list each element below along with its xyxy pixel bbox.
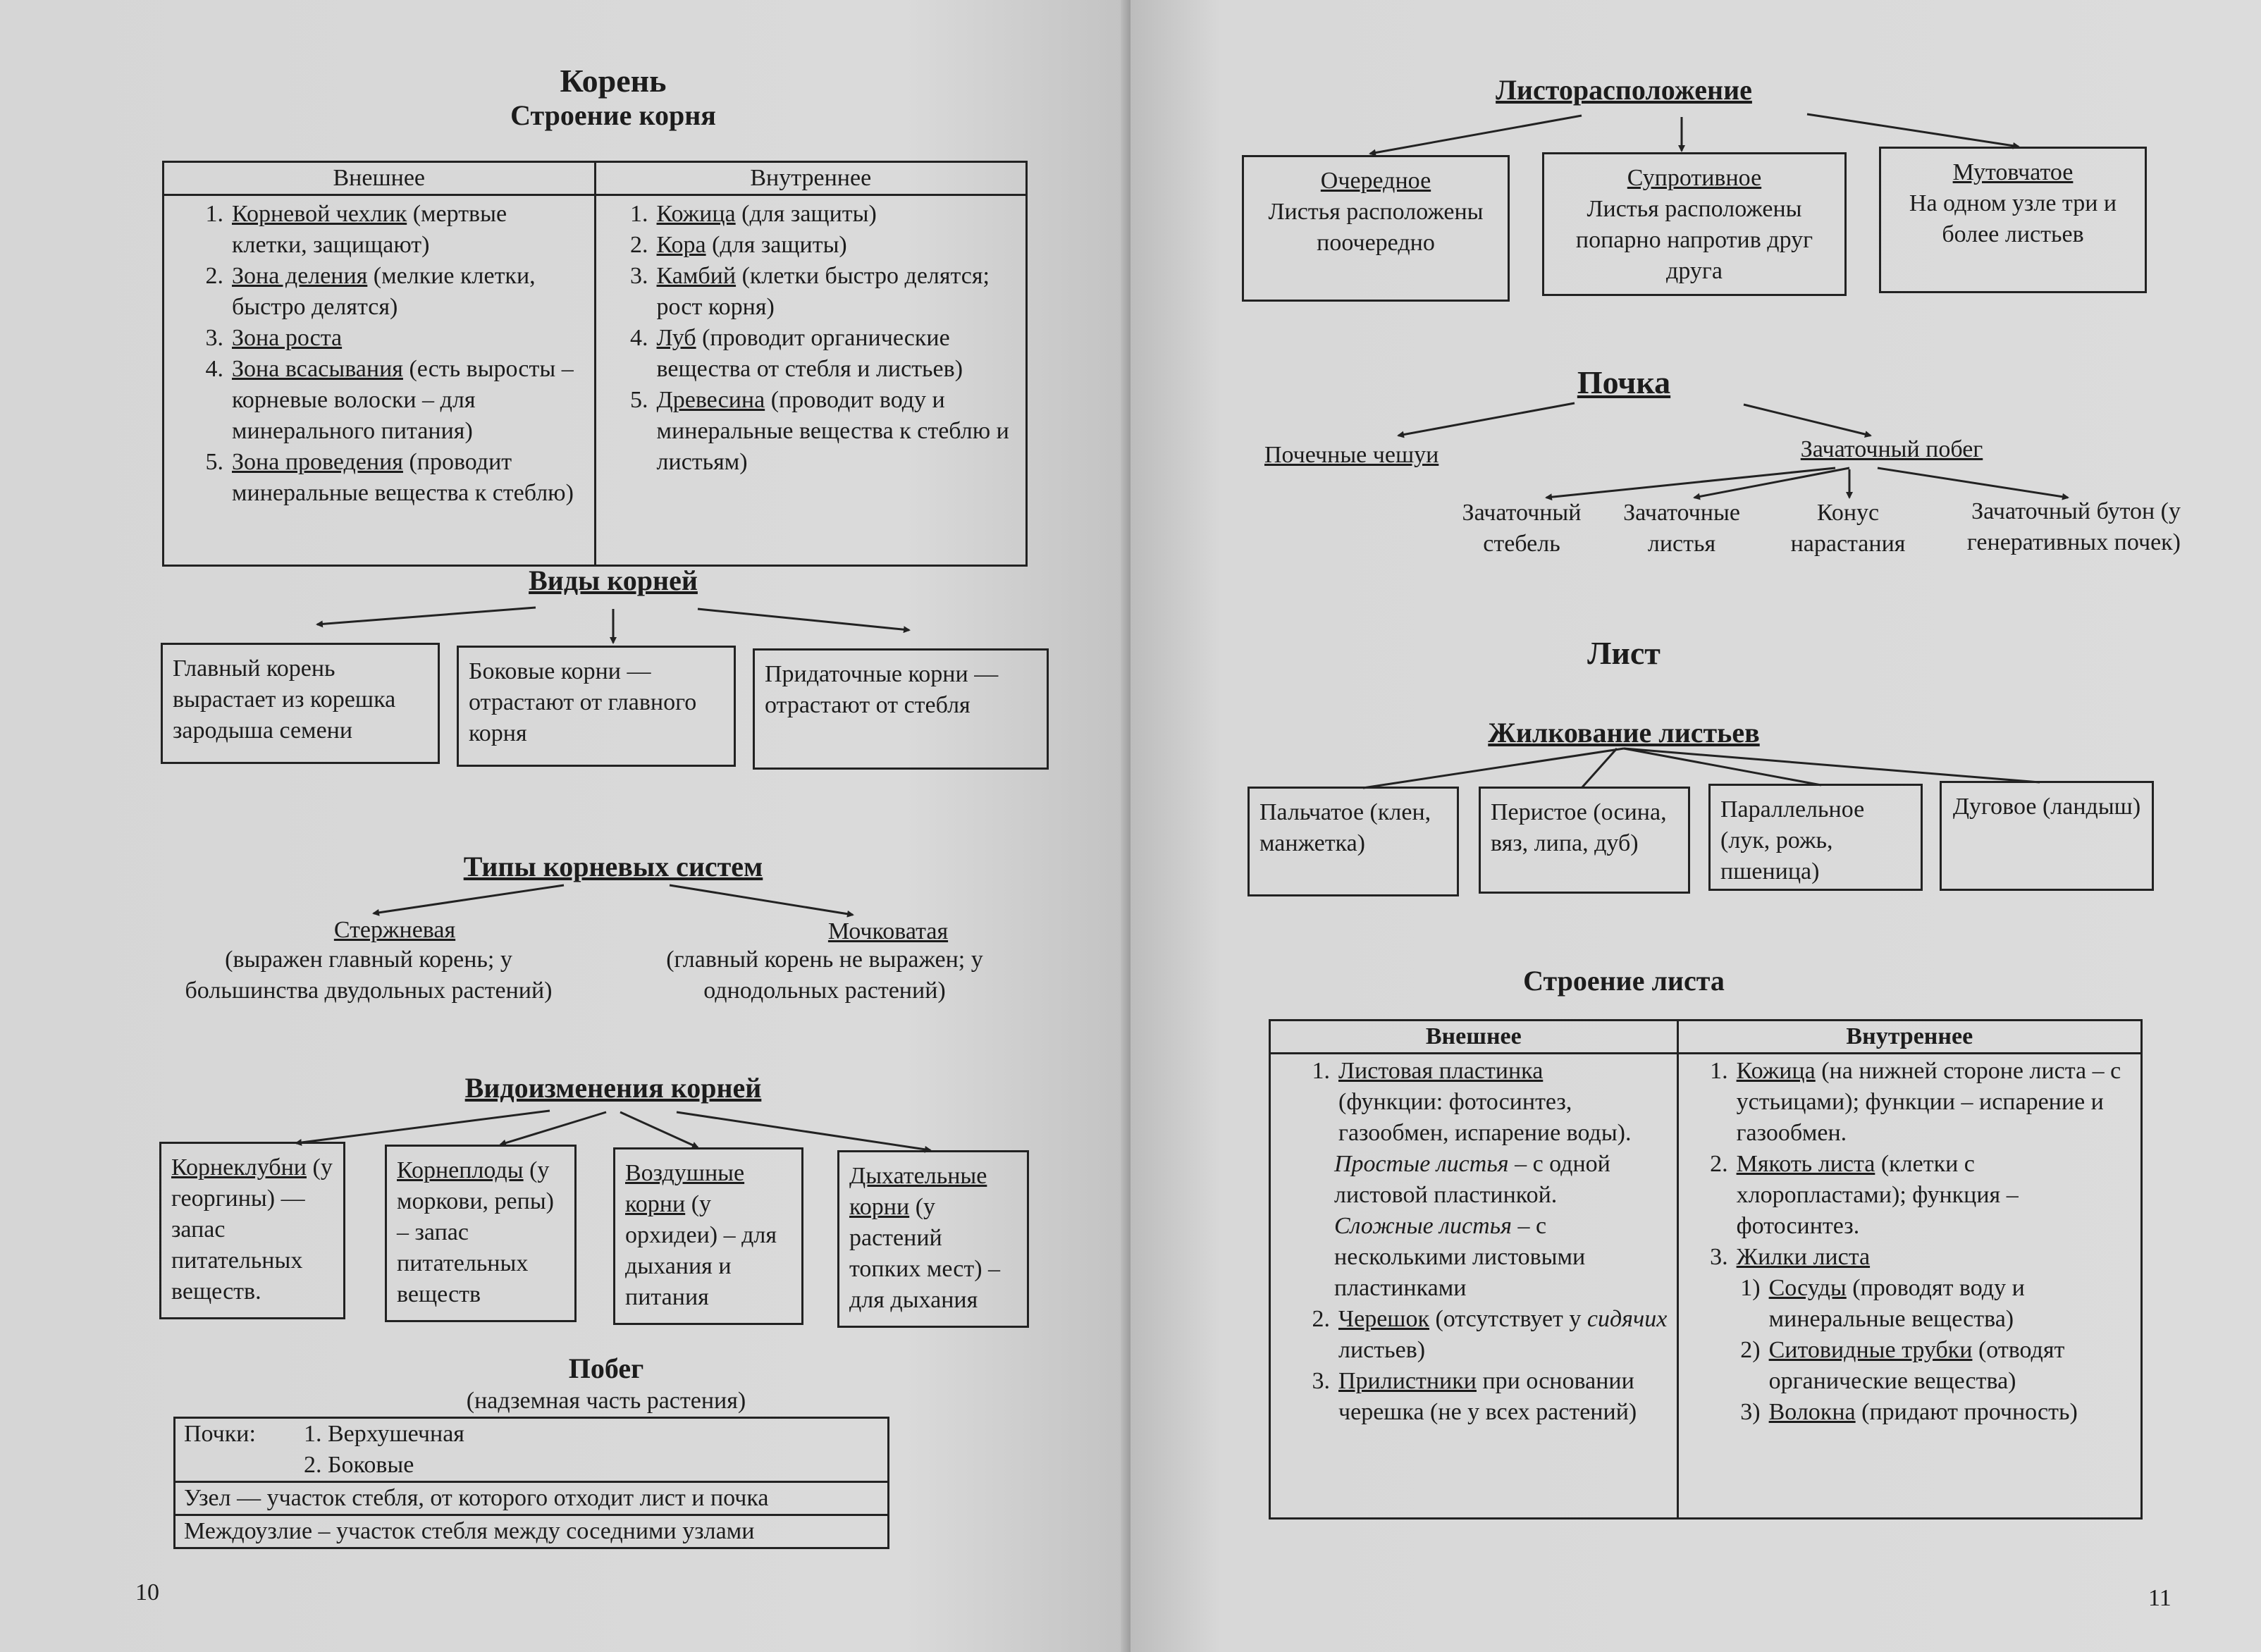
bud-scales: Почечные чешуи	[1264, 442, 1439, 468]
breathing-root-box: Дыхательные корни (у растений топких мест) – для дыхания	[837, 1150, 1029, 1328]
arcuate-box: Дуговое (ландыш)	[1940, 781, 2154, 891]
arrow	[620, 1112, 698, 1147]
left-arrows	[0, 0, 1130, 1652]
column-header-internal: Внутреннее	[1677, 1021, 2141, 1054]
embryonic-shoot: Зачаточный побег	[1800, 436, 1983, 462]
arrow	[1546, 468, 1835, 498]
list-item: 3) Волокна (придают прочность)	[1740, 1399, 2078, 1425]
arrow	[317, 608, 536, 624]
phyllotaxy-heading: Листорасположение	[1496, 74, 1752, 106]
node-row: Узел — участок стебля, от которого отходит лист и почка	[175, 1482, 889, 1515]
embryonic-flower-bud: Зачаточный бутон (у генеративных почек)	[1966, 498, 2181, 555]
arrow	[677, 1112, 930, 1150]
right-arrows	[1130, 0, 2261, 1652]
root-systems-heading: Типы корневых систем	[463, 851, 763, 882]
palmate-box: Пальчатое (клен, манжетка)	[1247, 787, 1459, 896]
column-header-internal: Внутреннее	[595, 162, 1026, 195]
column-header-external: Внешнее	[1270, 1021, 1678, 1054]
list-item: 5. Зона проведения (проводит минеральные вещества к стеблю)	[205, 449, 574, 506]
arrow	[1398, 403, 1575, 436]
connector	[1624, 748, 1821, 785]
shoot-subheading: (надземная часть растения)	[466, 1388, 746, 1414]
fibrous-root-description: (главный корень не выражен; у однодольных растений)	[666, 947, 983, 1004]
main-root-box: Главный корень вырастает из корешка зародыша семени	[161, 643, 440, 764]
leaf-structure-heading: Строение листа	[1523, 965, 1725, 997]
tuberous-root-box: Корнеклубни (у георгины) — запас питательных веществ.	[159, 1142, 345, 1319]
list-item: 2. Черешок (отсутствует у сидячих листьев)	[1312, 1306, 1668, 1363]
whorled-box: Мутовчатое На одном узле три и более листьев	[1879, 147, 2147, 293]
parallel-box: Параллельное (лук, рожь, пшеница)	[1708, 784, 1923, 891]
list-item: 2) Ситовидные трубки (отводят органические вещества)	[1740, 1337, 2065, 1394]
list-item: 3. Камбий (клетки быстро делятся; рост корня)	[630, 263, 990, 320]
bud-heading: Почка	[1577, 364, 1671, 400]
section-title: Строение корня	[510, 99, 716, 131]
arrow	[670, 885, 853, 915]
aerial-root-box: Воздушные корни (у орхидеи) – для дыхания и питания	[613, 1147, 803, 1325]
fibrous-root-label: Мочковатая	[827, 918, 949, 944]
page-number: 10	[135, 1579, 159, 1605]
list-item: 3. Жилки листа	[1710, 1244, 1871, 1270]
lateral-root-box: Боковые корни — отрастают от главного корня	[457, 646, 736, 767]
arrow	[296, 1111, 550, 1143]
left-page	[0, 0, 1130, 1652]
lateral-bud: 2. Боковые	[304, 1452, 414, 1478]
embryonic-leaves: Зачаточные листья	[1623, 500, 1740, 557]
connector	[1624, 748, 2040, 782]
growth-cone: Конус нарастания	[1790, 500, 1906, 557]
list-item: 1. Листовая пластинка (функции: фотосинтез, газообмен, испарение воды).	[1312, 1058, 1632, 1146]
simple-leaves-note: Простые листья – с одной листовой пластинкой.	[1334, 1151, 1610, 1208]
list-item: 1. Кожица (для защиты)	[630, 201, 877, 227]
internode-row: Междоузлие – участок стебля между соседними узлами	[175, 1515, 889, 1548]
arrow	[1694, 468, 1849, 498]
list-item: 1) Сосуды (проводят воду и минеральные вещества)	[1740, 1275, 2025, 1332]
arrow	[1744, 405, 1871, 436]
arrow	[500, 1112, 606, 1145]
right-page	[1130, 0, 2261, 1652]
shoot-heading: Побег	[568, 1352, 644, 1384]
list-item: 4. Зона всасывания (есть выросты – корневые волоски – для минерального питания)	[205, 356, 574, 444]
arrow	[698, 609, 909, 630]
connector	[1363, 748, 1624, 788]
leaf-title: Лист	[1587, 635, 1661, 671]
embryonic-stem: Зачаточный стебель	[1462, 500, 1582, 557]
root-mods-heading: Видоизменения корней	[464, 1072, 762, 1104]
list-item: 1. Корневой чехлик (мертвые клетки, защищают)	[205, 201, 507, 258]
list-item: 2. Мякоть листа (клетки с хлоропластами); функция – фотосинтез.	[1710, 1151, 2019, 1239]
venation-heading: Жилкование листьев	[1488, 717, 1760, 748]
root-crop-box: Корнеплоды (у моркови, репы) – запас питательных веществ	[385, 1145, 577, 1322]
taproot-label: Стержневая	[333, 917, 456, 943]
page-number: 11	[2148, 1585, 2171, 1611]
opposite-box: Супротивное Листья расположены попарно напротив друг друга	[1542, 152, 1847, 296]
arrow	[1807, 114, 2019, 147]
buds-label: Почки:	[184, 1421, 256, 1447]
page-title: Корень	[560, 63, 667, 99]
list-item: 4. Луб (проводит органические вещества от стебля и листьев)	[630, 325, 963, 382]
arrow	[1878, 468, 2068, 498]
arrow	[374, 885, 564, 913]
compound-leaves-note: Сложные листья – с несколькими листовыми пластинками	[1334, 1213, 1586, 1301]
taproot-description: (выражен главный корень; у большинства двудольных растений)	[185, 947, 553, 1004]
list-item: 1. Кожица (на нижней стороне листа – с устьицами); функции – испарение и газообмен.	[1710, 1058, 2121, 1146]
column-header-external: Внешнее	[164, 162, 596, 195]
list-item: 3. Прилистники при основании черешка (не у всех растений)	[1312, 1368, 1637, 1425]
list-item: 2. Кора (для защиты)	[630, 232, 847, 258]
pinnate-box: Перистое (осина, вяз, липа, дуб)	[1479, 787, 1690, 894]
apical-bud: 1. Верхушечная	[304, 1421, 464, 1447]
adventitious-root-box: Придаточные корни — отрастают от стебля	[753, 648, 1049, 770]
list-item: 2. Зона деления (мелкие клетки, быстро делятся)	[205, 263, 536, 320]
arrow	[1370, 116, 1582, 154]
alternate-box: Очередное Листья расположены поочередно	[1242, 155, 1510, 302]
list-item: 3. Зона роста	[205, 325, 343, 351]
list-item: 5. Древесина (проводит воду и минеральные вещества к стеблю и листьям)	[630, 387, 1009, 475]
root-kinds-heading: Виды корней	[529, 565, 698, 596]
